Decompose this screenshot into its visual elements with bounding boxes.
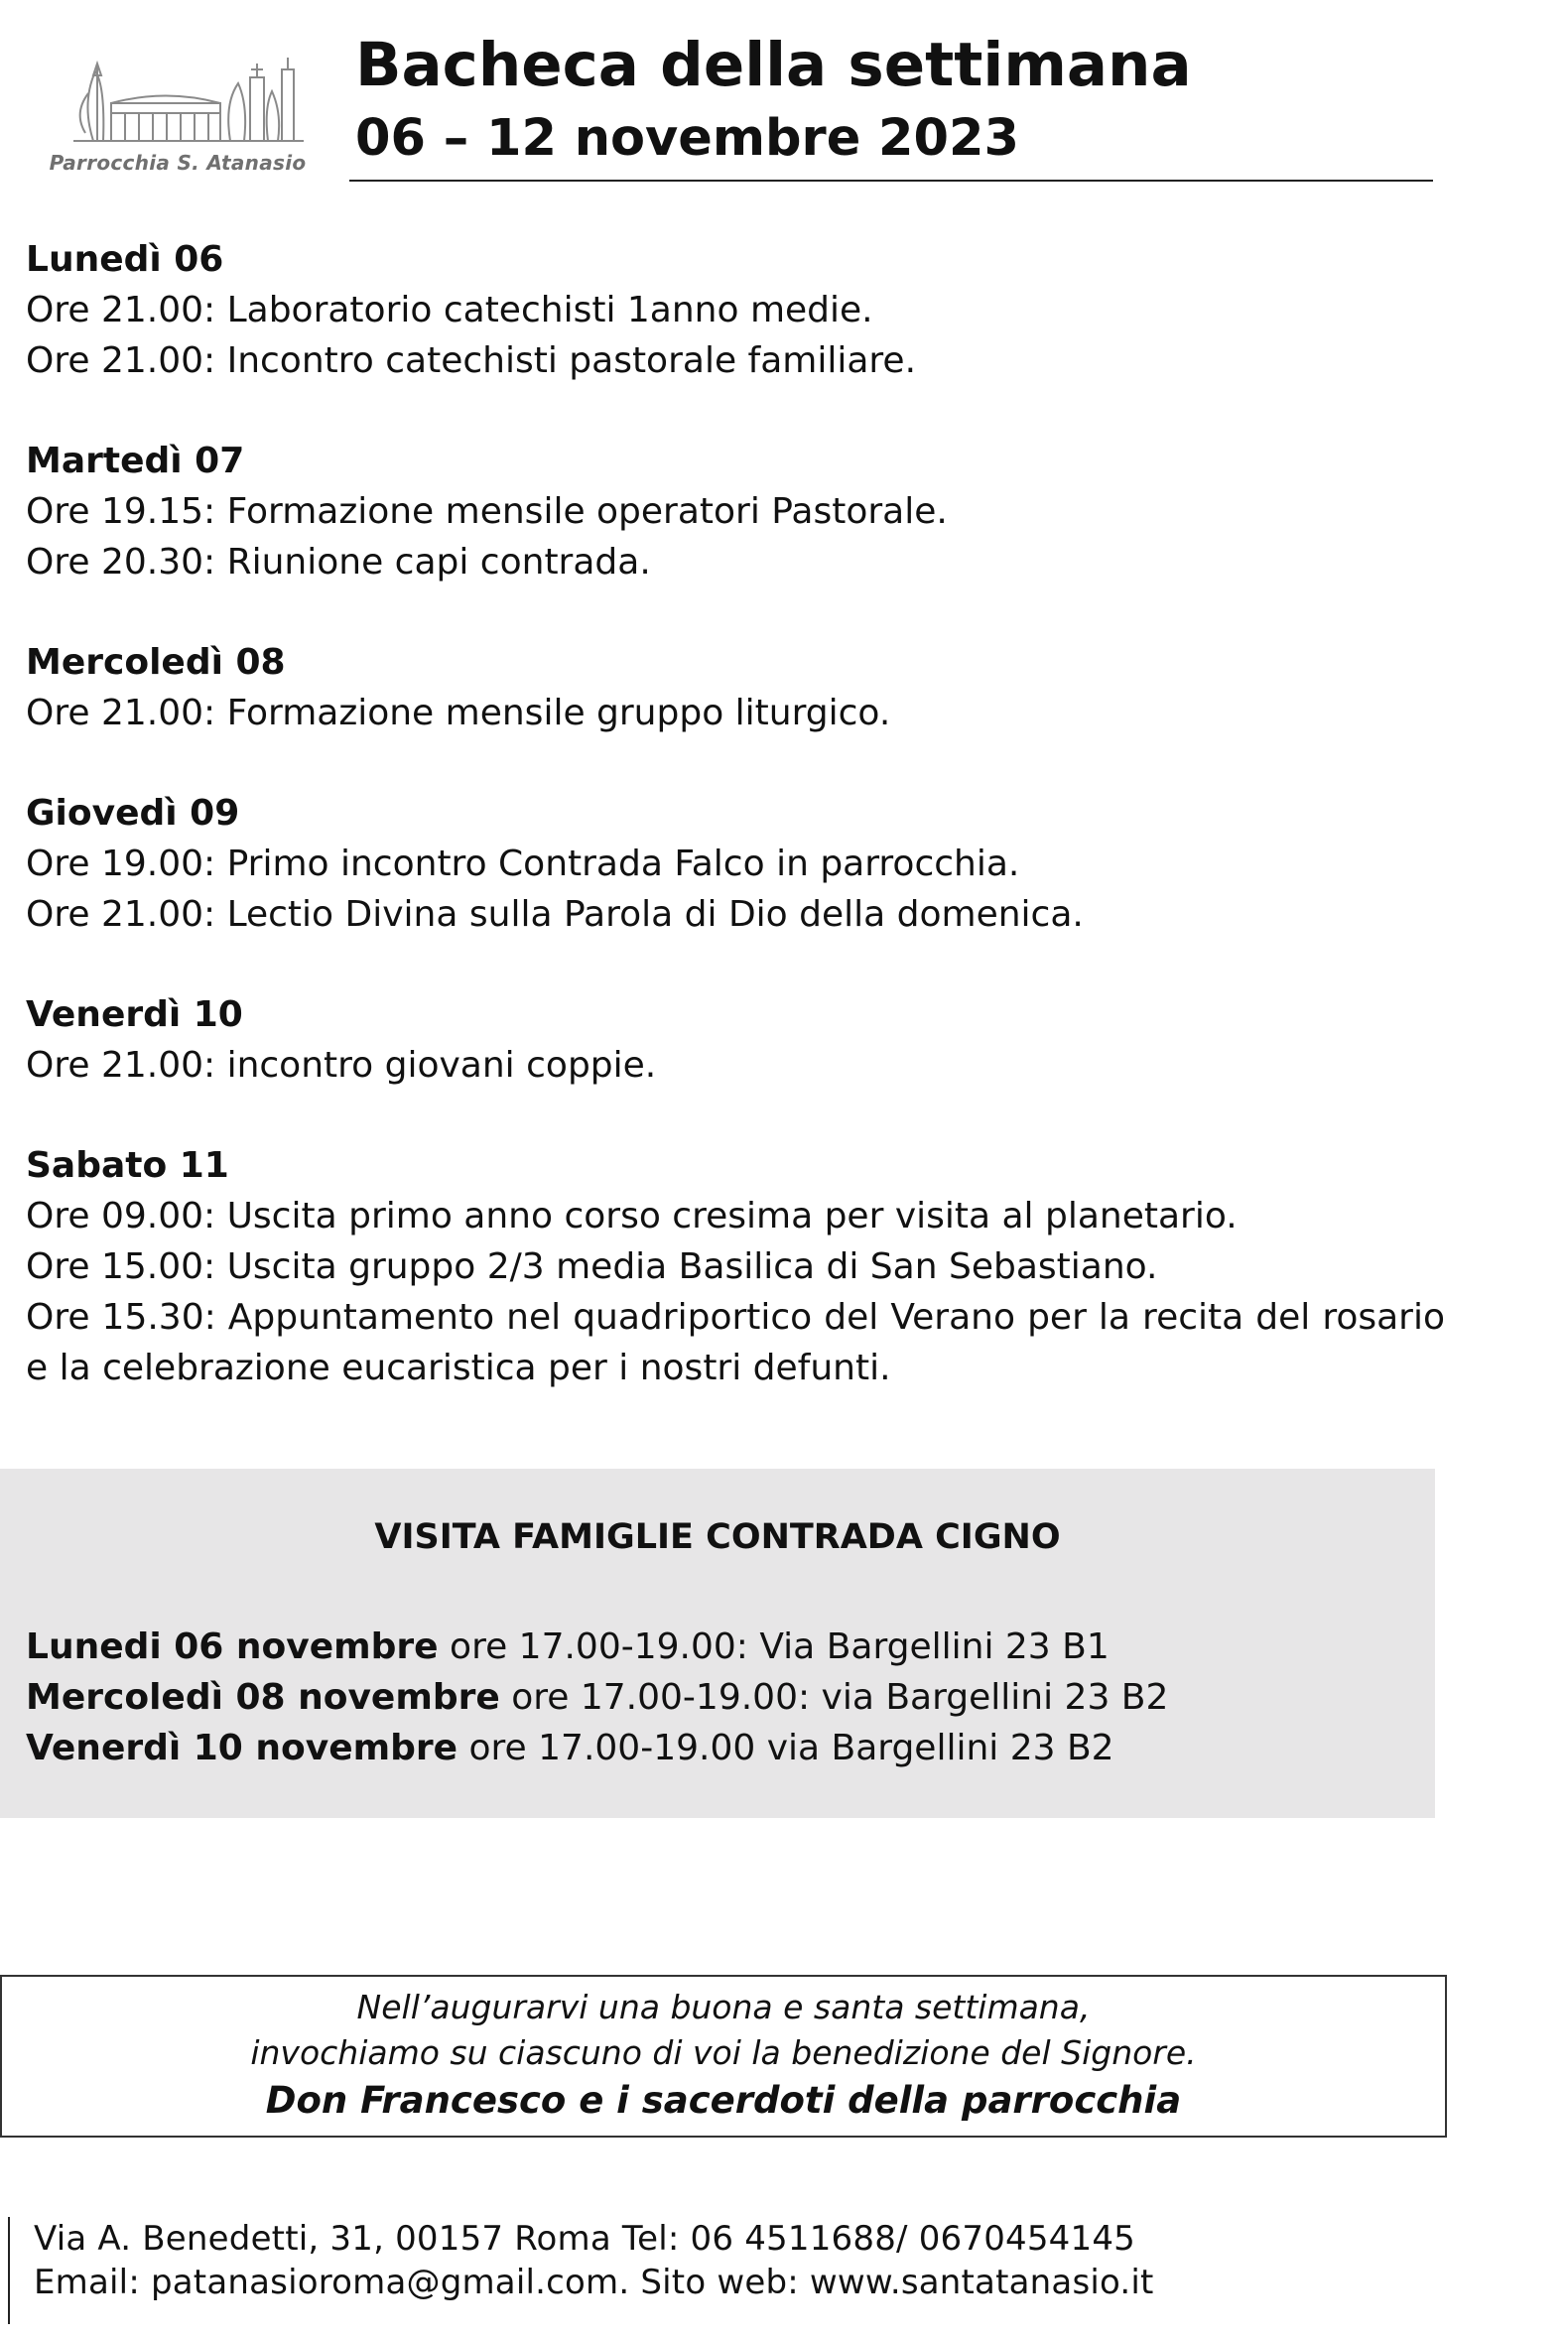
parish-name: Parrocchia S. Atanasio: [49, 151, 307, 175]
day-wednesday: [26, 637, 1445, 738]
day-heading: Martedì 07: [26, 441, 245, 481]
blessing-line: invochiamo su ciascuno di voi la benedizione del Signore.: [250, 2033, 1197, 2072]
event-line: Ore 21.00: Formazione mensile gruppo liturgico.: [26, 693, 891, 733]
visit-details: ore 17.00-19.00: Via Bargellini 23 B1: [438, 1626, 1110, 1667]
event-line: Ore 21.00: incontro giovani coppie.: [26, 1045, 657, 1086]
day-heading: Mercoledì 08: [26, 642, 286, 683]
day-heading: Lunedì 06: [26, 239, 224, 280]
event-line: Ore 15.30: Appuntamento nel quadriportico del Verano per la recita del rosario e la celebrazione eucaristica per i nostri defunti.: [26, 1297, 1445, 1388]
parish-logo: [34, 34, 322, 183]
event-line: Ore 19.00: Primo incontro Contrada Falco in parrocchia.: [26, 844, 1020, 884]
contact-address: Via A. Benedetti, 31, 00157 Roma Tel: 06 4511688/ 0670454145: [34, 2219, 1136, 2259]
day-thursday: [26, 788, 1445, 940]
day-tuesday: [26, 436, 1445, 587]
day-monday: [26, 234, 1445, 386]
event-line: Ore 21.00: Lectio Divina sulla Parola di Dio della domenica.: [26, 894, 1084, 935]
event-line: Ore 21.00: Laboratorio catechisti 1anno medie.: [26, 290, 873, 330]
visit-day: Lunedi 06 novembre: [26, 1626, 439, 1667]
visit-day: Venerdì 10 novembre: [26, 1728, 458, 1768]
blessing-box: [0, 1975, 1447, 2138]
event-line: Ore 15.00: Uscita gruppo 2/3 media Basilica di San Sebastiano.: [26, 1246, 1158, 1287]
day-friday: [26, 989, 1445, 1091]
visit-item: [26, 1723, 1409, 1773]
blessing-line: Nell’augurarvi una buona e santa settimana,: [356, 1988, 1091, 2026]
visit-details: ore 17.00-19.00: via Bargellini 23 B2: [499, 1677, 1169, 1718]
week-dates: 06 – 12 novembre 2023: [355, 109, 1019, 168]
weekly-schedule: [26, 234, 1445, 1443]
contact-web: Email: patanasioroma@gmail.com. Sito web: www.santatanasio.it: [34, 2263, 1154, 2302]
day-heading: Sabato 11: [26, 1145, 229, 1186]
blessing-signature: Don Francesco e i sacerdoti della parrocchia: [265, 2079, 1182, 2122]
family-visits-box: [0, 1469, 1435, 1818]
day-heading: Venerdì 10: [26, 994, 243, 1035]
day-saturday: [26, 1140, 1445, 1393]
page-title: Bacheca della settimana: [355, 30, 1192, 100]
visits-title: VISITA FAMIGLIE CONTRADA CIGNO: [374, 1517, 1061, 1557]
event-line: Ore 21.00: Incontro catechisti pastorale familiare.: [26, 340, 917, 381]
event-line: Ore 20.30: Riunione capi contrada.: [26, 542, 651, 583]
visit-item: [26, 1672, 1409, 1723]
visits-list: [26, 1622, 1409, 1773]
header-divider: [349, 180, 1433, 182]
event-line: Ore 19.15: Formazione mensile operatori Pastorale.: [26, 491, 948, 532]
contact-info: [8, 2217, 1154, 2324]
visit-details: ore 17.00-19.00 via Bargellini 23 B2: [457, 1728, 1114, 1768]
visit-item: [26, 1622, 1409, 1672]
event-line: Ore 09.00: Uscita primo anno corso cresima per visita al planetario.: [26, 1196, 1238, 1236]
day-heading: Giovedì 09: [26, 793, 240, 834]
visit-day: Mercoledì 08 novembre: [26, 1677, 500, 1718]
